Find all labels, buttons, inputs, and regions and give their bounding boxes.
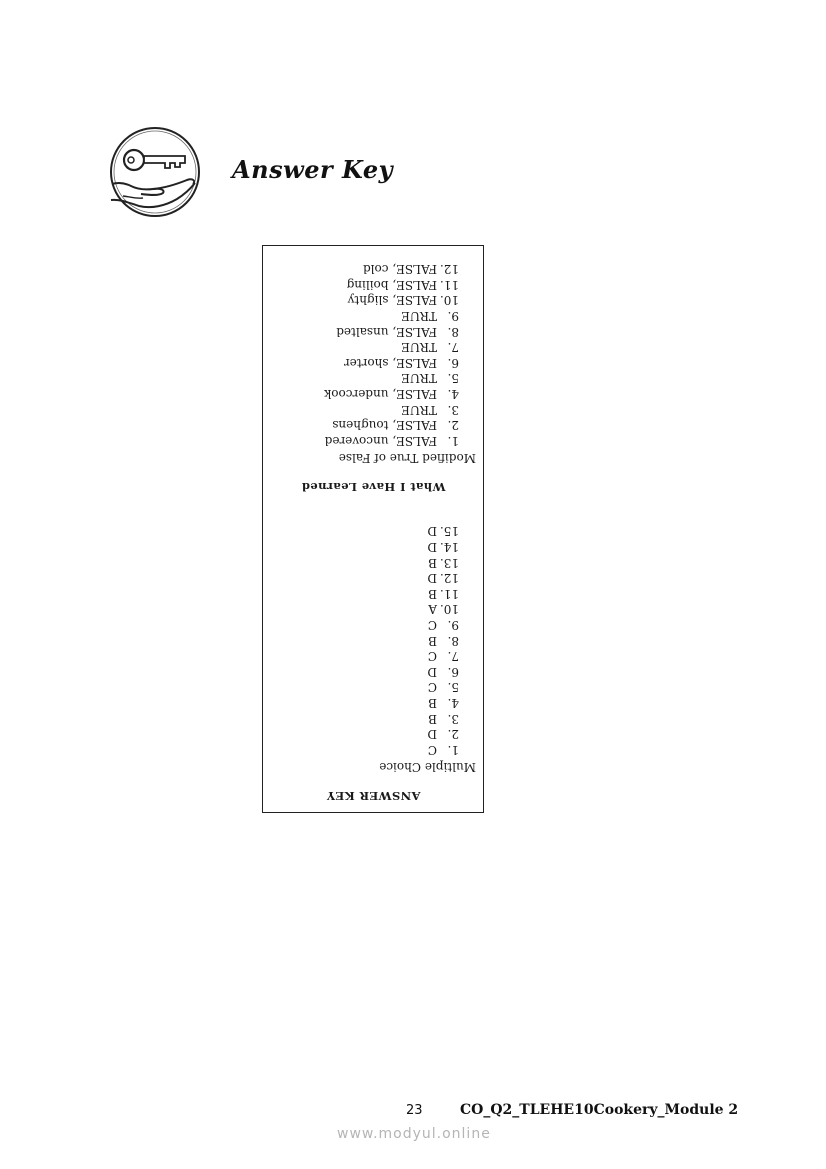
list-item: 12.FALSE, cold <box>363 262 459 277</box>
modified-true-false-list <box>271 261 476 448</box>
list-item: 9.C <box>427 618 459 633</box>
multiple-choice-label: Multiple Choice <box>379 760 476 775</box>
list-item: 7.TRUE <box>401 340 459 355</box>
what-i-have-learned-heading: What I Have Learned <box>301 479 446 494</box>
list-item: 14.D <box>427 540 459 555</box>
key-in-hand-icon <box>107 126 203 218</box>
list-item: 13.B <box>428 555 459 570</box>
rotated-answer-key <box>263 246 483 812</box>
section-gap <box>271 494 476 523</box>
list-item: 10.FALSE, slighty <box>347 293 459 308</box>
list-item: 5.TRUE <box>401 371 459 386</box>
multiple-choice-list <box>271 523 476 757</box>
list-item: 11.FALSE, boiling <box>346 277 459 292</box>
list-item: 1.FALSE, uncovered <box>324 433 459 448</box>
list-item: 2.D <box>427 727 459 742</box>
list-item: 8.B <box>428 633 459 648</box>
list-item: 12.D <box>427 571 459 586</box>
answer-key-heading: ANSWER KEY <box>326 789 421 803</box>
module-code: CO_Q2_TLEHE10Cookery_Module 2 <box>460 1102 739 1118</box>
answer-key-content <box>271 261 476 803</box>
list-item: 3.TRUE <box>401 402 459 417</box>
list-item: 6.FALSE, shorter <box>343 355 459 370</box>
list-item: 2.FALSE, toughens <box>332 418 459 433</box>
watermark: www.modyul.online <box>337 1126 491 1142</box>
page-number: 23 <box>406 1103 423 1118</box>
list-item: 4.FALSE, undercook <box>324 386 459 401</box>
list-item: 3.B <box>428 711 459 726</box>
list-item: 6.D <box>427 664 459 679</box>
list-item: 15.D <box>427 524 459 539</box>
list-item: 1.C <box>427 742 459 757</box>
list-item: 9.TRUE <box>401 308 459 323</box>
list-item: 7.C <box>427 649 459 664</box>
list-item: 5.C <box>427 680 459 695</box>
list-item: 11.B <box>428 586 459 601</box>
list-item: 8.FALSE, unsalted <box>336 324 459 339</box>
section-title: Answer Key <box>232 155 394 184</box>
list-item: 4.B <box>428 696 459 711</box>
modified-true-false-label: Modified True of False <box>338 451 476 466</box>
answer-key-box <box>262 245 484 813</box>
list-item: 10.A <box>428 602 459 617</box>
